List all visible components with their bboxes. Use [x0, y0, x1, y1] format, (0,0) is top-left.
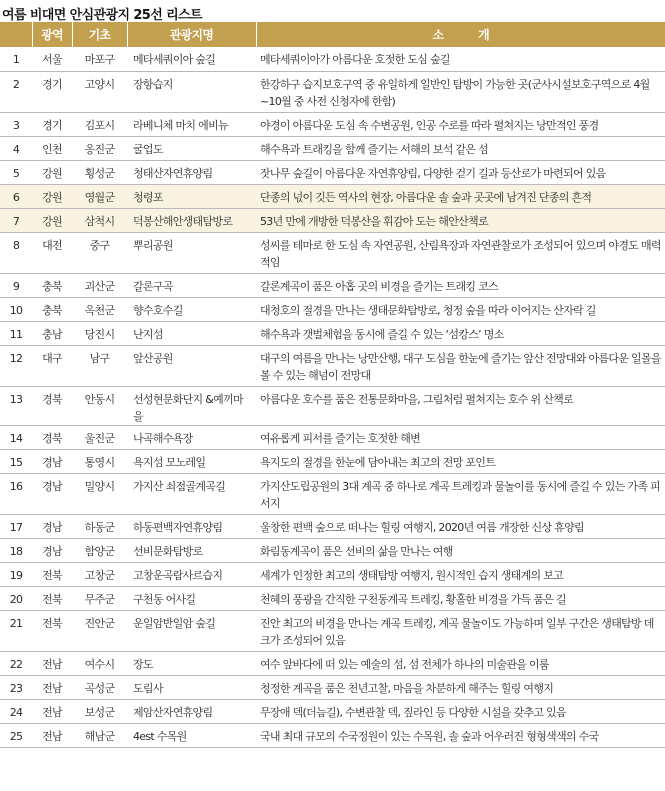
row-attraction-name: 라베니체 마치 에비뉴: [127, 112, 256, 136]
table-body: [0, 47, 665, 747]
row-region: 경남: [32, 473, 72, 514]
row-number: 12: [0, 345, 32, 386]
table-row: [0, 675, 665, 699]
row-region: 강원: [32, 160, 72, 184]
table-row: [0, 136, 665, 160]
table-row: [0, 273, 665, 297]
row-city: 옥천군: [72, 297, 127, 321]
row-description: 국내 최대 규모의 수국정원이 있는 수목원, 솔 숲과 어우러진 형형색색의 수국: [256, 723, 665, 747]
page-title: 여름 비대면 안심관광지 25선 리스트: [2, 8, 203, 23]
row-city: 통영시: [72, 449, 127, 473]
row-description: 해수욕과 갯벌체험을 동시에 즐길 수 있는 ‘섬캉스’ 명소: [256, 321, 665, 345]
table-row: [0, 449, 665, 473]
header-row: [0, 22, 665, 47]
row-city: 함양군: [72, 538, 127, 562]
table-row: [0, 699, 665, 723]
row-number: 14: [0, 425, 32, 449]
row-city: 밀양시: [72, 473, 127, 514]
row-region: 전남: [32, 723, 72, 747]
row-number: 25: [0, 723, 32, 747]
row-region: 경남: [32, 449, 72, 473]
row-city: 당진시: [72, 321, 127, 345]
row-city: 마포구: [72, 47, 127, 71]
row-description: 무장애 덱(더늠길), 수변관찰 덱, 짚라인 등 다양한 시설을 갖추고 있음: [256, 699, 665, 723]
header-attraction-name: 관광지명: [127, 22, 256, 47]
table-row: [0, 723, 665, 747]
row-attraction-name: 갈론구곡: [127, 273, 256, 297]
row-city: 괴산군: [72, 273, 127, 297]
row-attraction-name: 덕봉산해안생태탐방로: [127, 208, 256, 232]
row-city: 중구: [72, 232, 127, 273]
row-region: 경남: [32, 538, 72, 562]
row-city: 삼척시: [72, 208, 127, 232]
row-region: 전남: [32, 699, 72, 723]
row-number: 3: [0, 112, 32, 136]
table-row: [0, 112, 665, 136]
row-region: 경북: [32, 425, 72, 449]
table-row: [0, 184, 665, 208]
row-city: 옹진군: [72, 136, 127, 160]
row-region: 대전: [32, 232, 72, 273]
table-row: [0, 47, 665, 71]
row-attraction-name: 뿌리공원: [127, 232, 256, 273]
row-number: 7: [0, 208, 32, 232]
table-row: [0, 651, 665, 675]
row-description: 진안 최고의 비경을 만나는 계곡 트레킹, 계곡 물놀이도 가능하며 일부 구간은 생태탐방 데크가 조성되어 있음: [256, 610, 665, 651]
row-number: 10: [0, 297, 32, 321]
row-city: 곡성군: [72, 675, 127, 699]
row-number: 17: [0, 514, 32, 538]
row-attraction-name: 고창운곡람사르습지: [127, 562, 256, 586]
row-description: 가지산도립공원의 3대 계곡 중 하나로 계곡 트레킹과 물놀이를 동시에 즐길 수 있는 가족 피서지: [256, 473, 665, 514]
row-city: 울진군: [72, 425, 127, 449]
row-description: 대청호의 절경을 만나는 생태문화탐방로, 청정 숲을 따라 이어지는 산자락 길: [256, 297, 665, 321]
row-region: 전남: [32, 675, 72, 699]
row-description: 화림동계곡이 품은 선비의 삶을 만나는 여행: [256, 538, 665, 562]
row-city: 해남군: [72, 723, 127, 747]
row-number: 16: [0, 473, 32, 514]
row-region: 대구: [32, 345, 72, 386]
row-region: 전남: [32, 651, 72, 675]
row-city: 남구: [72, 345, 127, 386]
row-description: 대구의 여름을 만나는 낭만산행, 대구 도심을 한눈에 즐기는 앞산 전망대와 아름다운 일몰을 볼 수 있는 해넘이 전망대: [256, 345, 665, 386]
row-number: 21: [0, 610, 32, 651]
row-number: 4: [0, 136, 32, 160]
row-attraction-name: 4est 수목원: [127, 723, 256, 747]
header-region: 광역: [32, 22, 72, 47]
row-attraction-name: 제암산자연휴양림: [127, 699, 256, 723]
row-number: 1: [0, 47, 32, 71]
row-attraction-name: 장도: [127, 651, 256, 675]
table-row: [0, 232, 665, 273]
row-city: 하동군: [72, 514, 127, 538]
row-number: 23: [0, 675, 32, 699]
row-description: 갈론계곡이 품은 아홉 곳의 비경을 즐기는 트래킹 코스: [256, 273, 665, 297]
row-city: 여수시: [72, 651, 127, 675]
row-city: 고창군: [72, 562, 127, 586]
row-attraction-name: 청태산자연휴양림: [127, 160, 256, 184]
row-region: 전북: [32, 610, 72, 651]
row-description: 아름다운 호수를 품은 전통문화마을, 그림처럼 펼쳐지는 호수 위 산책로: [256, 386, 665, 425]
row-city: 진안군: [72, 610, 127, 651]
table-header: [0, 22, 665, 47]
row-city: 보성군: [72, 699, 127, 723]
row-attraction-name: 나곡해수욕장: [127, 425, 256, 449]
row-region: 강원: [32, 184, 72, 208]
row-description: 단종의 넋이 깃든 역사의 현장, 아름다운 솔 숲과 곳곳에 남겨진 단종의 흔적: [256, 184, 665, 208]
row-description: 잣나무 숲길이 아름다운 자연휴양림, 다양한 걷기 길과 등산로가 마련되어 있음: [256, 160, 665, 184]
row-attraction-name: 하동편백자연휴양림: [127, 514, 256, 538]
header-number: [0, 22, 32, 47]
row-number: 6: [0, 184, 32, 208]
row-attraction-name: 운일암반일암 숲길: [127, 610, 256, 651]
row-description: 53년 만에 개방한 덕봉산을 휘감아 도는 해안산책로: [256, 208, 665, 232]
row-number: 15: [0, 449, 32, 473]
table-row: [0, 386, 665, 425]
row-number: 11: [0, 321, 32, 345]
table-row: [0, 514, 665, 538]
row-region: 경기: [32, 112, 72, 136]
table-row: [0, 538, 665, 562]
row-region: 인천: [32, 136, 72, 160]
row-region: 충북: [32, 297, 72, 321]
row-city: 안동시: [72, 386, 127, 425]
table-row: [0, 473, 665, 514]
row-region: 강원: [32, 208, 72, 232]
row-number: 13: [0, 386, 32, 425]
table-row: [0, 425, 665, 449]
row-description: 욕지도의 절경을 한눈에 담아내는 최고의 전망 포인트: [256, 449, 665, 473]
row-number: 20: [0, 586, 32, 610]
row-attraction-name: 구천동 어사길: [127, 586, 256, 610]
row-region: 전북: [32, 562, 72, 586]
row-attraction-name: 청령포: [127, 184, 256, 208]
row-attraction-name: 앞산공원: [127, 345, 256, 386]
row-attraction-name: 향수호수길: [127, 297, 256, 321]
table-row: [0, 610, 665, 651]
row-city: 고양시: [72, 71, 127, 112]
row-attraction-name: 난지섬: [127, 321, 256, 345]
row-description: 천혜의 풍광을 간직한 구천동계곡 트레킹, 황홀한 비경을 가득 품은 길: [256, 586, 665, 610]
row-attraction-name: 굴업도: [127, 136, 256, 160]
row-region: 경남: [32, 514, 72, 538]
row-number: 18: [0, 538, 32, 562]
table-row: [0, 321, 665, 345]
row-region: 충남: [32, 321, 72, 345]
row-attraction-name: 메타세쿼이아 숲길: [127, 47, 256, 71]
row-region: 경북: [32, 386, 72, 425]
row-description: 울창한 편백 숲으로 떠나는 힐링 여행지, 2020년 여름 개장한 신상 휴양림: [256, 514, 665, 538]
row-city: 김포시: [72, 112, 127, 136]
row-region: 서울: [32, 47, 72, 71]
attractions-table: [0, 22, 665, 748]
header-description: 소 개: [256, 22, 665, 47]
row-number: 22: [0, 651, 32, 675]
row-region: 경기: [32, 71, 72, 112]
row-description: 해수욕과 트래킹을 함께 즐기는 서해의 보석 같은 섬: [256, 136, 665, 160]
row-description: 청정한 계곡을 품은 천년고찰, 마음을 차분하게 해주는 힐링 여행지: [256, 675, 665, 699]
row-number: 8: [0, 232, 32, 273]
row-number: 9: [0, 273, 32, 297]
row-description: 여유롭게 피서를 즐기는 호젓한 해변: [256, 425, 665, 449]
row-number: 2: [0, 71, 32, 112]
row-description: 한강하구 습지보호구역 중 유일하게 일반인 탐방이 가능한 곳(군사시설보호구역으로 4월~10월 중 사전 신청자에 한함): [256, 71, 665, 112]
table-row: [0, 208, 665, 232]
row-attraction-name: 도림사: [127, 675, 256, 699]
table-row: [0, 586, 665, 610]
header-city: 기초: [72, 22, 127, 47]
row-attraction-name: 선성현문화단지 &예끼마을: [127, 386, 256, 425]
row-attraction-name: 장항습지: [127, 71, 256, 112]
row-description: 메타세쿼이아가 아름다운 호젓한 도심 숲길: [256, 47, 665, 71]
table-row: [0, 345, 665, 386]
row-number: 5: [0, 160, 32, 184]
row-number: 24: [0, 699, 32, 723]
row-city: 횡성군: [72, 160, 127, 184]
row-description: 여수 앞바다에 떠 있는 예술의 섬, 섬 전체가 하나의 미술관을 이룸: [256, 651, 665, 675]
table-row: [0, 71, 665, 112]
row-description: 야경이 아름다운 도심 속 수변공원, 인공 수로를 따라 펼쳐지는 낭만적인 풍경: [256, 112, 665, 136]
row-region: 전북: [32, 586, 72, 610]
table-row: [0, 297, 665, 321]
row-attraction-name: 욕지섬 모노레일: [127, 449, 256, 473]
table-row: [0, 160, 665, 184]
table-row: [0, 562, 665, 586]
row-region: 충북: [32, 273, 72, 297]
row-description: 세계가 인정한 최고의 생태탐방 여행지, 원시적인 습지 생태계의 보고: [256, 562, 665, 586]
row-description: 성씨를 테마로 한 도심 속 자연공원, 산림욕장과 자연관찰로가 조성되어 있으며 야경도 매력적임: [256, 232, 665, 273]
row-attraction-name: 선비문화탐방로: [127, 538, 256, 562]
row-attraction-name: 가지산 쇠점골계곡길: [127, 473, 256, 514]
row-city: 무주군: [72, 586, 127, 610]
row-number: 19: [0, 562, 32, 586]
row-city: 영월군: [72, 184, 127, 208]
